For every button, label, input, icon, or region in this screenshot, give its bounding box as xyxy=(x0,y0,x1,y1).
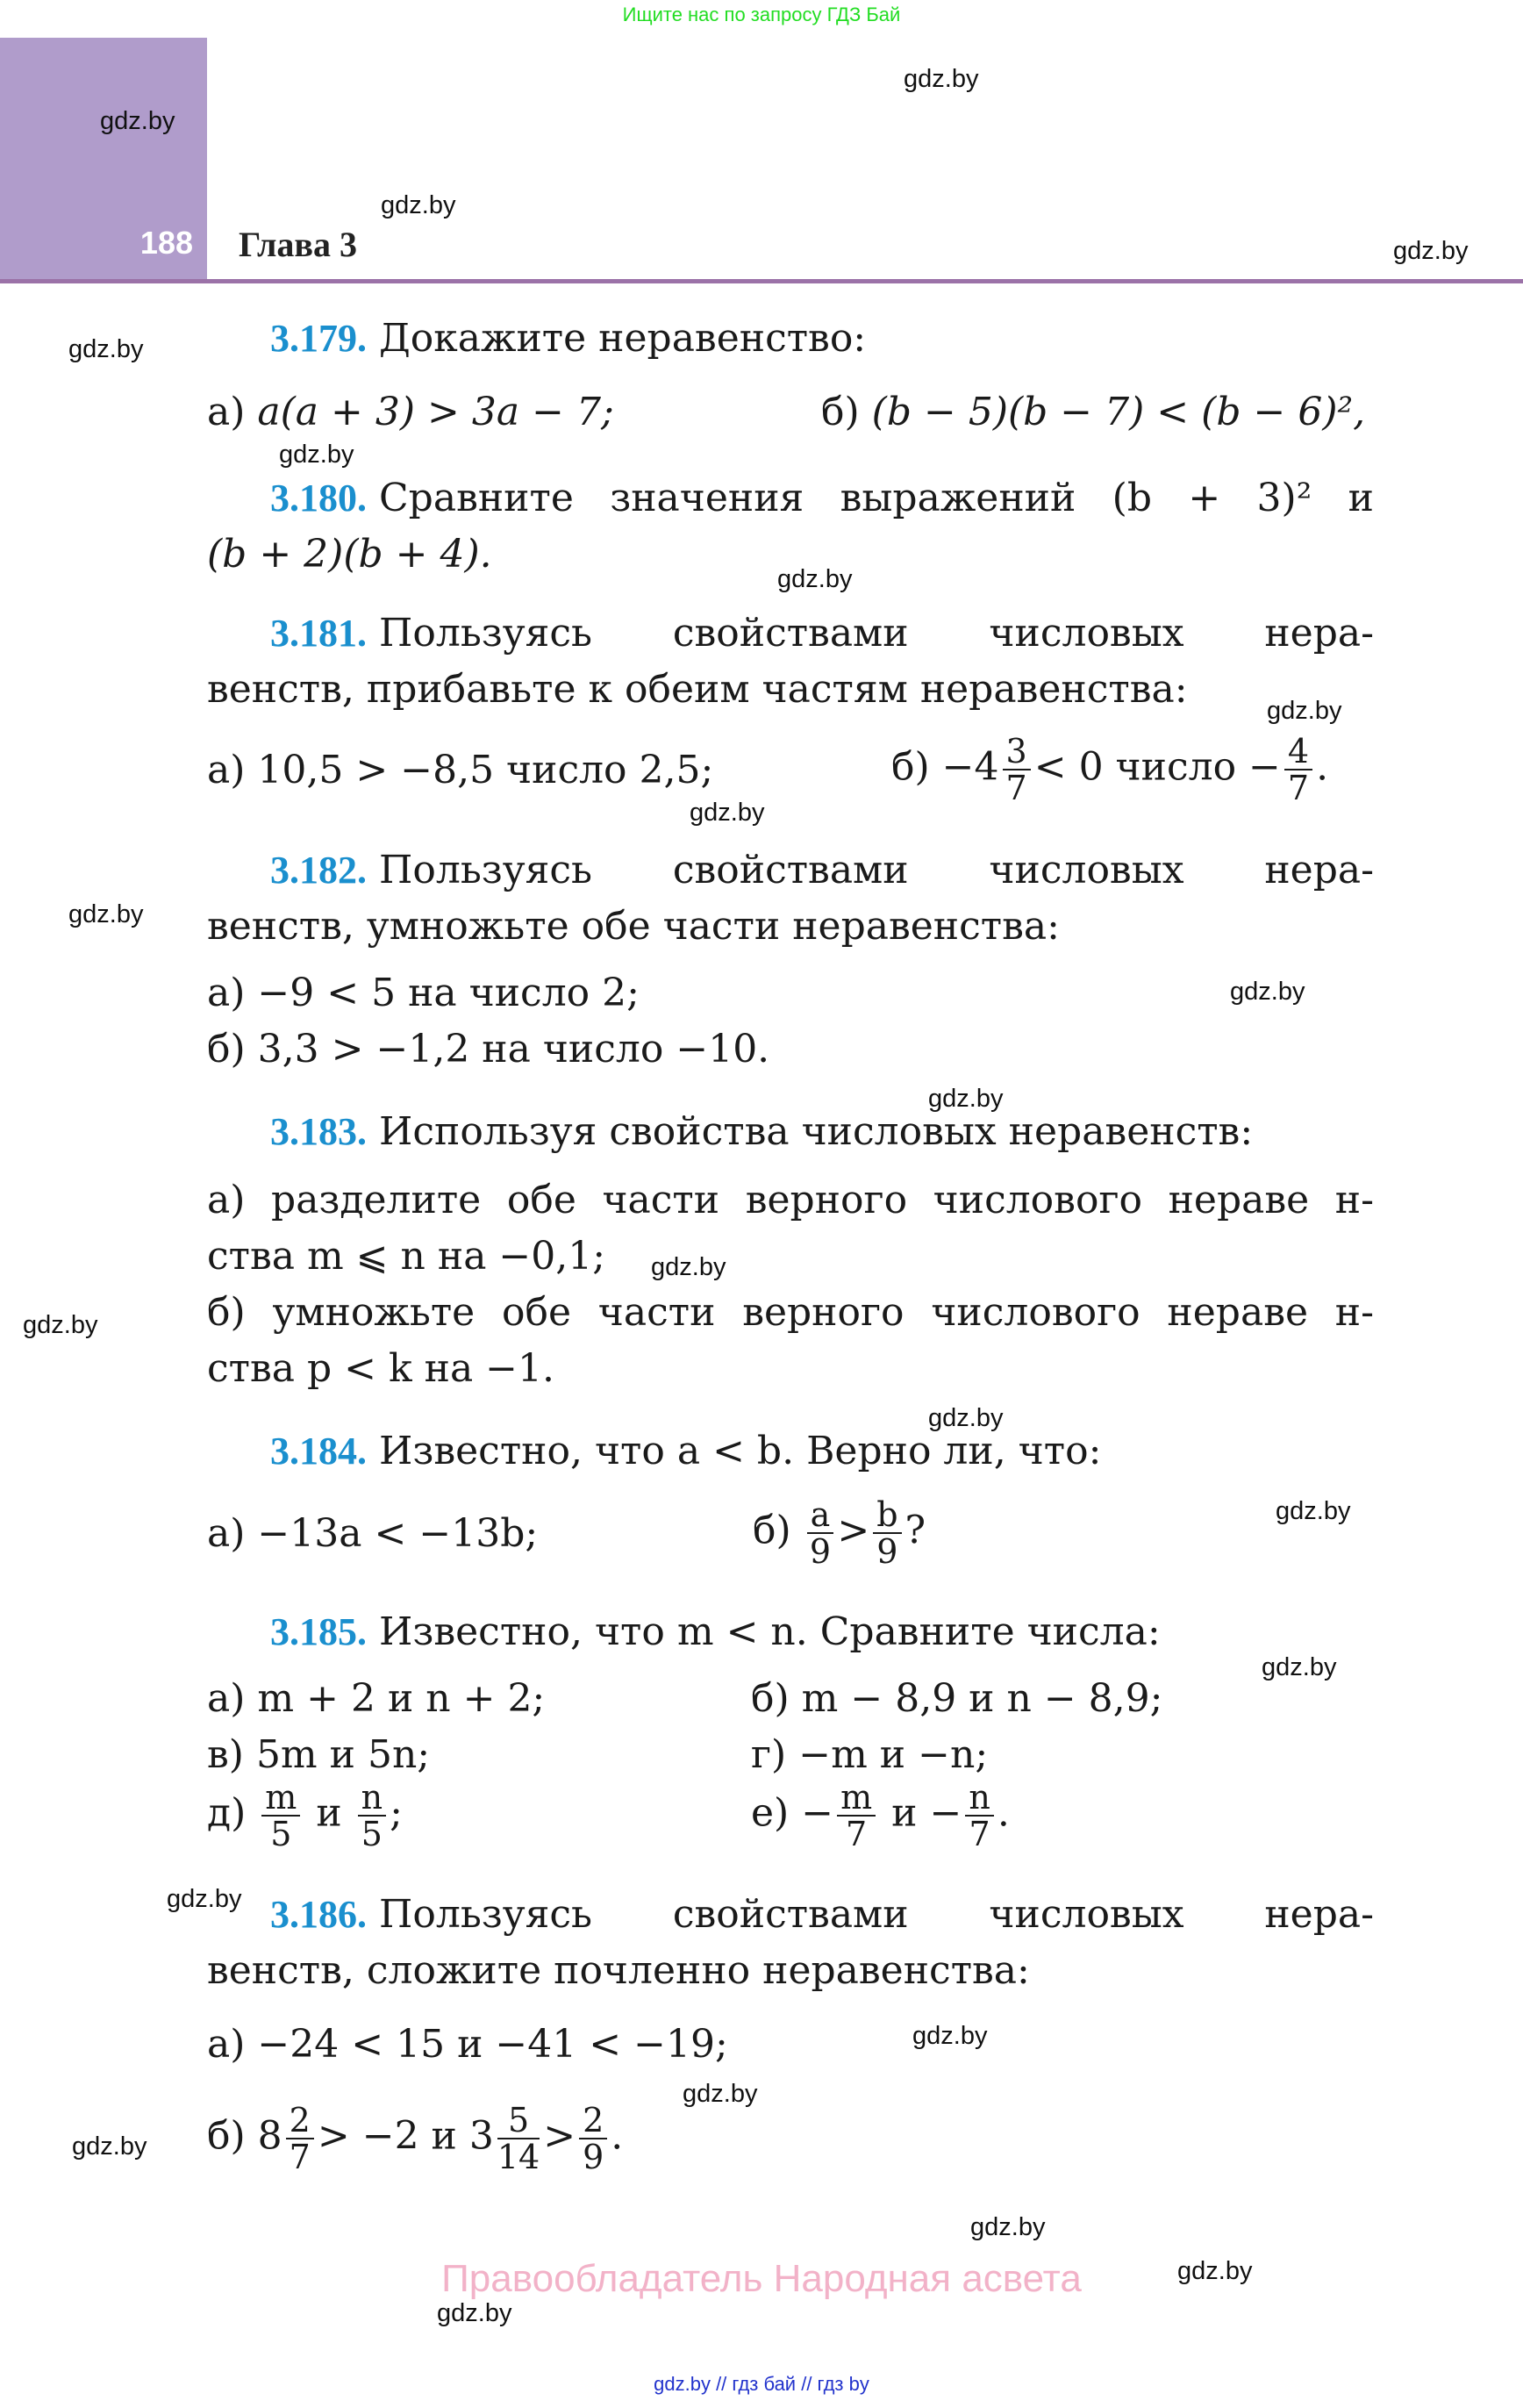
item-label: а) xyxy=(207,2022,246,2067)
problem-text: Сравните значения выражений (b + 3)² и xyxy=(379,476,1374,520)
item-expr: −9 < 5 на число 2; xyxy=(257,971,640,1015)
problem-3-180-line2 xyxy=(207,530,1374,579)
problem-number: 3.179. xyxy=(270,317,367,360)
problem-3-182-item-b xyxy=(207,1025,1374,1074)
item-label: а) xyxy=(207,1511,246,1556)
numerator: b xyxy=(873,1497,901,1534)
item-expr: m − 8,9 и n − 8,9; xyxy=(801,1676,1163,1721)
item-label: а) xyxy=(207,1676,246,1721)
fraction xyxy=(286,2103,314,2175)
fraction xyxy=(358,1780,386,1852)
fraction xyxy=(1003,734,1031,806)
footer-links[interactable]: gdz.by // гдз бай // гдз by xyxy=(654,2373,869,2395)
item-expr: . xyxy=(1316,744,1329,790)
watermark: gdz.by xyxy=(167,1885,242,1913)
item-expr: a(a + 3) > 3a − 7; xyxy=(257,390,614,434)
fraction xyxy=(497,2103,540,2175)
problem-3-182 xyxy=(207,846,1374,895)
item-expr: (b − 5)(b − 7) < (b − 6)², xyxy=(871,390,1366,434)
item-label: а) xyxy=(207,748,246,792)
problem-3-181-line2 xyxy=(207,665,1374,714)
problem-3-186 xyxy=(207,1890,1374,1939)
problem-3-183 xyxy=(207,1107,1374,1157)
header-divider xyxy=(0,279,1523,283)
denominator: 9 xyxy=(809,1532,832,1571)
problem-number: 3.180. xyxy=(270,477,367,520)
watermark: gdz.by xyxy=(904,65,979,93)
watermark: gdz.by xyxy=(1276,1497,1351,1525)
item-text: ства m ⩽ n на −0,1; xyxy=(207,1234,606,1279)
item-expr: и xyxy=(891,1790,918,1836)
item-label: б) xyxy=(821,390,860,434)
item-expr: < 0 число − xyxy=(1033,744,1281,790)
operator: > xyxy=(543,2113,576,2159)
item-expr: . xyxy=(611,2113,624,2159)
item-expr: и xyxy=(316,1790,342,1836)
problem-text: (b + 2)(b + 4). xyxy=(207,532,492,577)
numerator: m xyxy=(261,1780,300,1817)
fraction xyxy=(261,1780,300,1852)
item-text: ства p < k на −1. xyxy=(207,1346,555,1391)
problem-text: Пользуясь свойствами числовых нера- xyxy=(379,848,1374,892)
fraction xyxy=(837,1780,876,1852)
problem-3-182-line2 xyxy=(207,902,1374,951)
problem-3-185-row3 xyxy=(207,1780,1374,1852)
watermark: gdz.by xyxy=(1230,978,1305,1006)
page-number: 188 xyxy=(139,225,193,261)
problem-3-180 xyxy=(207,474,1374,523)
problem-3-183-item-a-line2 xyxy=(207,1232,1374,1281)
fraction xyxy=(1284,734,1312,806)
numerator: 5 xyxy=(497,2103,540,2139)
item-label: а) xyxy=(207,971,246,1015)
item-label: б) xyxy=(891,744,930,790)
problem-3-186-item-a xyxy=(207,2020,1374,2069)
problem-text: Докажите неравенство: xyxy=(379,316,867,361)
problem-3-182-item-a xyxy=(207,969,1374,1018)
problem-3-183-item-a xyxy=(207,1176,1374,1225)
problem-text: венств, прибавьте к обеим частям неравенства: xyxy=(207,667,1188,712)
watermark: gdz.by xyxy=(690,799,765,827)
problem-3-184-items xyxy=(207,1495,1374,1571)
fraction xyxy=(965,1780,993,1852)
problem-number: 3.182. xyxy=(270,849,367,892)
denominator: 7 xyxy=(969,1815,990,1853)
item-expr: > −2 и 3 xyxy=(317,2113,494,2159)
fraction xyxy=(807,1497,834,1569)
watermark: gdz.by xyxy=(1393,237,1469,265)
problem-number: 3.183. xyxy=(270,1110,367,1153)
problem-3-185-row1 xyxy=(207,1674,1374,1724)
problem-3-181 xyxy=(207,609,1374,658)
watermark: gdz.by xyxy=(928,1085,1004,1113)
sign: − xyxy=(801,1790,834,1836)
item-expr: ; xyxy=(390,1790,403,1836)
item-expr: ? xyxy=(905,1508,926,1553)
watermark: gdz.by xyxy=(68,335,144,363)
item-expr: −4 xyxy=(941,744,999,790)
watermark: gdz.by xyxy=(777,565,853,593)
problem-3-185-row2 xyxy=(207,1731,1374,1780)
problem-3-186-item-b xyxy=(207,2103,1374,2175)
problem-text: Пользуясь свойствами числовых нера- xyxy=(379,611,1374,656)
problem-3-179 xyxy=(207,314,1374,363)
fraction xyxy=(873,1497,901,1569)
numerator: m xyxy=(837,1780,876,1817)
numerator: n xyxy=(358,1780,386,1817)
problem-3-181-items xyxy=(207,732,1374,807)
problem-text: венств, умножьте обе части неравенства: xyxy=(207,904,1060,949)
item-label: е) xyxy=(751,1790,790,1836)
problem-number: 3.184. xyxy=(270,1430,367,1473)
item-expr: −m и −n; xyxy=(798,1732,989,1777)
watermark: gdz.by xyxy=(1262,1653,1337,1681)
item-label: б) xyxy=(207,1290,246,1335)
numerator: 4 xyxy=(1284,734,1312,770)
item-expr: 5m и 5n; xyxy=(255,1732,431,1777)
watermark: gdz.by xyxy=(928,1404,1004,1432)
item-label: а) xyxy=(207,390,246,434)
denominator: 7 xyxy=(846,1815,868,1853)
chapter-title: Глава 3 xyxy=(239,225,357,264)
item-label: б) xyxy=(751,1676,790,1721)
problem-number: 3.185. xyxy=(270,1610,367,1653)
watermark: gdz.by xyxy=(381,191,456,219)
item-text: умножьте обе части верного числового нераве н- xyxy=(272,1290,1374,1335)
denominator: 7 xyxy=(289,2138,311,2176)
denominator: 9 xyxy=(583,2138,604,2176)
problem-3-185 xyxy=(207,1608,1374,1657)
watermark: gdz.by xyxy=(68,900,144,928)
item-label: б) xyxy=(207,2113,246,2159)
denominator: 5 xyxy=(270,1815,292,1853)
watermark: gdz.by xyxy=(651,1253,726,1281)
watermark: gdz.by xyxy=(279,441,354,469)
item-label: б) xyxy=(753,1508,791,1553)
watermark: gdz.by xyxy=(437,2299,512,2327)
watermark: gdz.by xyxy=(1177,2257,1253,2285)
problem-3-184 xyxy=(207,1427,1374,1476)
item-label: б) xyxy=(207,1027,246,1071)
item-expr: 3,3 > −1,2 на число −10. xyxy=(257,1027,770,1071)
problem-text: Известно, что m < n. Сравните числа: xyxy=(379,1609,1161,1654)
watermark: gdz.by xyxy=(100,107,175,135)
top-banner: Ищите нас по запросу ГДЗ Бай xyxy=(622,4,901,25)
item-label: в) xyxy=(207,1732,244,1777)
item-expr: −13a < −13b; xyxy=(257,1511,539,1556)
item-expr: −24 < 15 и −41 < −19; xyxy=(257,2022,728,2067)
problem-text: венств, сложите почленно неравенства: xyxy=(207,1948,1030,1993)
item-expr: 8 xyxy=(257,2113,282,2159)
numerator: 2 xyxy=(286,2103,314,2139)
problem-3-183-item-b-line2 xyxy=(207,1344,1374,1394)
denominator: 7 xyxy=(1287,769,1310,807)
item-expr: m + 2 и n + 2; xyxy=(257,1676,546,1721)
watermark: gdz.by xyxy=(970,2213,1046,2241)
item-label: д) xyxy=(207,1790,247,1836)
watermark: gdz.by xyxy=(72,2132,147,2161)
numerator: a xyxy=(807,1497,834,1534)
fraction xyxy=(579,2103,607,2175)
problem-3-186-line2 xyxy=(207,1946,1374,1996)
copyright-notice: Правообладатель Народная асвета xyxy=(441,2257,1082,2300)
problem-3-179-items xyxy=(207,388,1374,437)
problem-text: Известно, что a < b. Верно ли, что: xyxy=(379,1429,1102,1473)
problem-text: Используя свойства числовых неравенств: xyxy=(379,1109,1254,1154)
problem-number: 3.181. xyxy=(270,612,367,655)
denominator: 7 xyxy=(1005,769,1027,807)
denominator: 5 xyxy=(361,1815,383,1853)
item-expr: 10,5 > −8,5 число 2,5; xyxy=(257,748,714,792)
problem-text: Пользуясь свойствами числовых нера- xyxy=(379,1892,1374,1937)
operator: > xyxy=(837,1508,870,1553)
numerator: n xyxy=(965,1780,993,1817)
item-text: разделите обе части верного числового нераве н- xyxy=(271,1178,1374,1222)
numerator: 2 xyxy=(579,2103,607,2139)
watermark: gdz.by xyxy=(683,2080,758,2108)
watermark: gdz.by xyxy=(912,2022,988,2050)
watermark: gdz.by xyxy=(1267,697,1342,725)
item-label: а) xyxy=(207,1178,246,1222)
denominator: 9 xyxy=(876,1532,898,1571)
problem-3-183-item-b xyxy=(207,1288,1374,1337)
problem-number: 3.186. xyxy=(270,1893,367,1936)
item-label: г) xyxy=(751,1732,787,1777)
numerator: 3 xyxy=(1003,734,1031,770)
item-expr: . xyxy=(997,1790,1010,1836)
denominator: 14 xyxy=(497,2138,540,2176)
sign: − xyxy=(929,1790,962,1836)
watermark: gdz.by xyxy=(23,1311,98,1339)
